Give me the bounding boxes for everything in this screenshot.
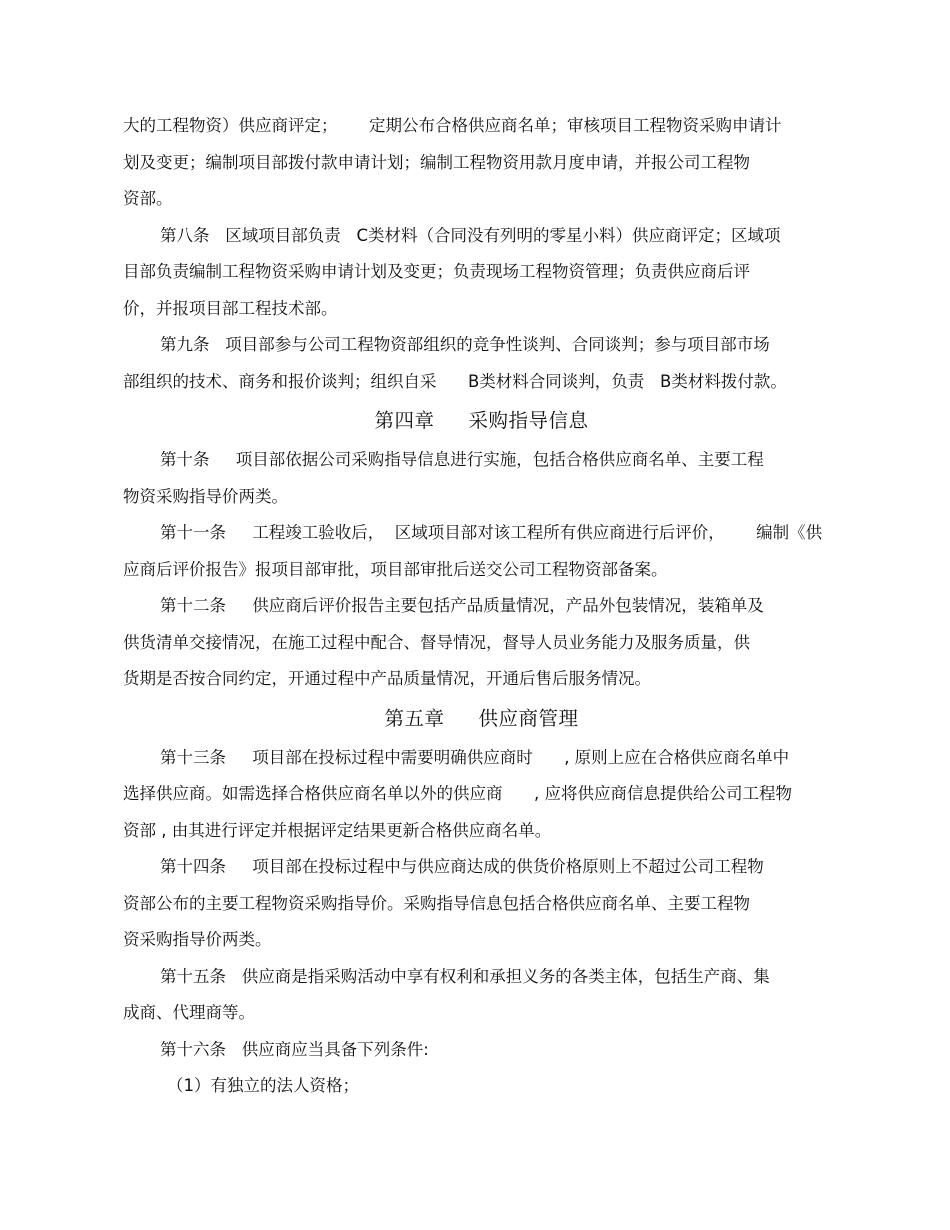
article-10 (123, 442, 840, 515)
article-12 (123, 588, 840, 698)
article-11 (123, 515, 840, 588)
text-line: 部组织的技术、商务和报价谈判；组织自采 B类材料合同谈判，负责 B类材料拨付款。 (123, 371, 787, 391)
list-item (123, 1068, 840, 1105)
text-line: 第九条 项目部参与公司工程物资部组织的竞争性谈判、合同谈判；参与项目部市场 (160, 335, 770, 354)
chapter-title: 采购指导信息 (468, 409, 589, 432)
text-line: 供货清单交接情况，在施工过程中配合、督导情况，督导人员业务能力及服务质量，供 (123, 632, 750, 652)
chapter-heading-4 (123, 400, 840, 442)
text-line: 成商、代理商等。 (123, 1003, 255, 1022)
text-line: 物资采购指导价两类。 (123, 486, 288, 506)
text-line: 第十六条 供应商应当具备下列条件: (160, 1039, 429, 1059)
text-line: 第十一条 工程竣工验收后， 区域项目部对该工程所有供应商进行后评价， 编制《供 (160, 523, 823, 542)
chapter-heading-5 (123, 698, 840, 740)
text-line: 资部公布的主要工程物资采购指导价。采购指导信息包括合格供应商名单、主要工程物 (123, 893, 750, 913)
text-line: 第十四条 项目部在投标过程中与供应商达成的供货价格原则上不超过公司工程物 (160, 857, 764, 876)
text-line: 第八条 区域项目部负责 C类材料（合同没有列明的零星小料）供应商评定；区域项 (160, 225, 781, 245)
article-16 (123, 1032, 840, 1069)
text-line: 应商后评价报告》报项目部审批，项目部审批后送交公司工程物资部备案。 (123, 559, 668, 579)
article-14 (123, 849, 840, 959)
text-line: 第十三条 项目部在投标过程中需要明确供应商时 , 原则上应在合格供应商名单中 (160, 747, 790, 767)
text-line: 划及变更；编制项目部拨付款申请计划；编制工程物资用款月度申请，并报公司工程物 (123, 152, 750, 172)
text-line: 价，并报项目部工程技术部。 (123, 298, 338, 318)
text-line: 货期是否按合同约定，开通过程中产品质量情况，开通后售后服务情况。 (123, 669, 651, 688)
text-line: 资部 , 由其进行评定并根据评定结果更新合格供应商名单。 (123, 820, 552, 840)
chapter-number: 第四章 (374, 409, 435, 432)
text-line: 目部负责编制工程物资采购申请计划及变更；负责现场工程物资管理；负责供应商后评 (123, 262, 750, 281)
chapter-number: 第五章 (384, 706, 445, 730)
article-8 (123, 218, 840, 328)
text-line: 第十二条 供应商后评价报告主要包括产品质量情况，产品外包装情况，装箱单及 (160, 596, 764, 615)
text-line: 第十五条 供应商是指采购活动中享有权利和承担义务的各类主体，包括生产商、集 (160, 966, 770, 986)
article-9 (123, 327, 840, 400)
article-13 (123, 740, 840, 850)
text-line: 资采购指导价两类。 (123, 930, 272, 949)
text-line: 资部。 (123, 189, 173, 208)
text-line: 第十条 项目部依据公司采购指导信息进行实施，包括合格供应商名单、主要工程 (160, 450, 764, 469)
article-15 (123, 959, 840, 1032)
chapter-title: 供应商管理 (478, 706, 579, 730)
text-line: （1）有独立的法人资格； (167, 1076, 359, 1095)
text-line: 选择供应商。如需选择合格供应商名单以外的供应商 , 应将供应商信息提供给公司工程物 (123, 784, 792, 803)
paragraph-continuation (123, 108, 840, 218)
text-line: 大的工程物资）供应商评定； 定期公布合格供应商名单；审核项目工程物资采购申请计 (123, 116, 782, 135)
